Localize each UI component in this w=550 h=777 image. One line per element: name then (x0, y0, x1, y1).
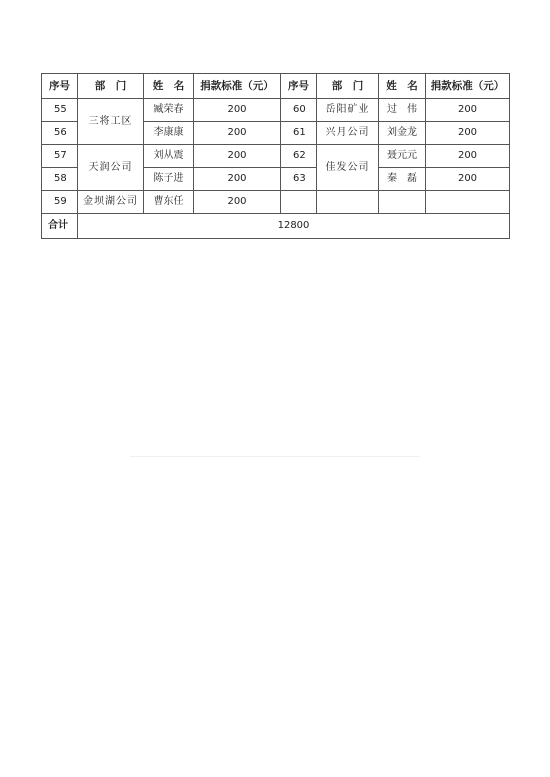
seq-cell: 62 (281, 145, 317, 168)
seq-cell: 63 (281, 168, 317, 191)
amount-cell (426, 191, 510, 214)
seq-cell: 61 (281, 122, 317, 145)
header-seq: 序号 (42, 74, 78, 99)
total-label: 合计 (42, 214, 78, 239)
amount-cell: 200 (426, 145, 510, 168)
header-dept: 部 门 (78, 74, 144, 99)
header-amount: 捐款标准（元） (426, 74, 510, 99)
name-cell: 过 伟 (379, 99, 426, 122)
dept-cell (317, 191, 379, 214)
amount-cell: 200 (194, 168, 281, 191)
amount-cell: 200 (426, 168, 510, 191)
total-value: 12800 (78, 214, 510, 239)
name-cell: 聂元元 (379, 145, 426, 168)
header-name: 姓 名 (144, 74, 194, 99)
dept-cell: 兴月公司 (317, 122, 379, 145)
dept-cell: 佳发公司 (317, 145, 379, 191)
header-seq: 序号 (281, 74, 317, 99)
amount-cell: 200 (194, 191, 281, 214)
seq-cell: 58 (42, 168, 78, 191)
table-row (42, 99, 510, 122)
seq-cell: 57 (42, 145, 78, 168)
name-cell: 刘从震 (144, 145, 194, 168)
table-row (42, 191, 510, 214)
name-cell: 陈子进 (144, 168, 194, 191)
table-header-row (42, 74, 510, 99)
dept-cell: 天润公司 (78, 145, 144, 191)
table-row (42, 145, 510, 168)
dept-cell: 金坝湖公司 (78, 191, 144, 214)
name-cell: 曹东任 (144, 191, 194, 214)
seq-cell: 55 (42, 99, 78, 122)
donation-table (41, 73, 510, 239)
dept-cell: 三将工区 (78, 99, 144, 145)
header-amount: 捐款标准（元） (194, 74, 281, 99)
name-cell: 李康康 (144, 122, 194, 145)
total-row (42, 214, 510, 239)
seq-cell: 60 (281, 99, 317, 122)
amount-cell: 200 (194, 145, 281, 168)
amount-cell: 200 (426, 99, 510, 122)
seq-cell: 56 (42, 122, 78, 145)
dept-cell: 岳阳矿业 (317, 99, 379, 122)
seq-cell: 59 (42, 191, 78, 214)
name-cell: 臧荣春 (144, 99, 194, 122)
name-cell (379, 191, 426, 214)
amount-cell: 200 (194, 99, 281, 122)
header-name: 姓 名 (379, 74, 426, 99)
amount-cell: 200 (194, 122, 281, 145)
amount-cell: 200 (426, 122, 510, 145)
name-cell: 秦 磊 (379, 168, 426, 191)
seq-cell (281, 191, 317, 214)
header-dept: 部 门 (317, 74, 379, 99)
name-cell: 刘金龙 (379, 122, 426, 145)
page-fold-line (130, 456, 420, 457)
